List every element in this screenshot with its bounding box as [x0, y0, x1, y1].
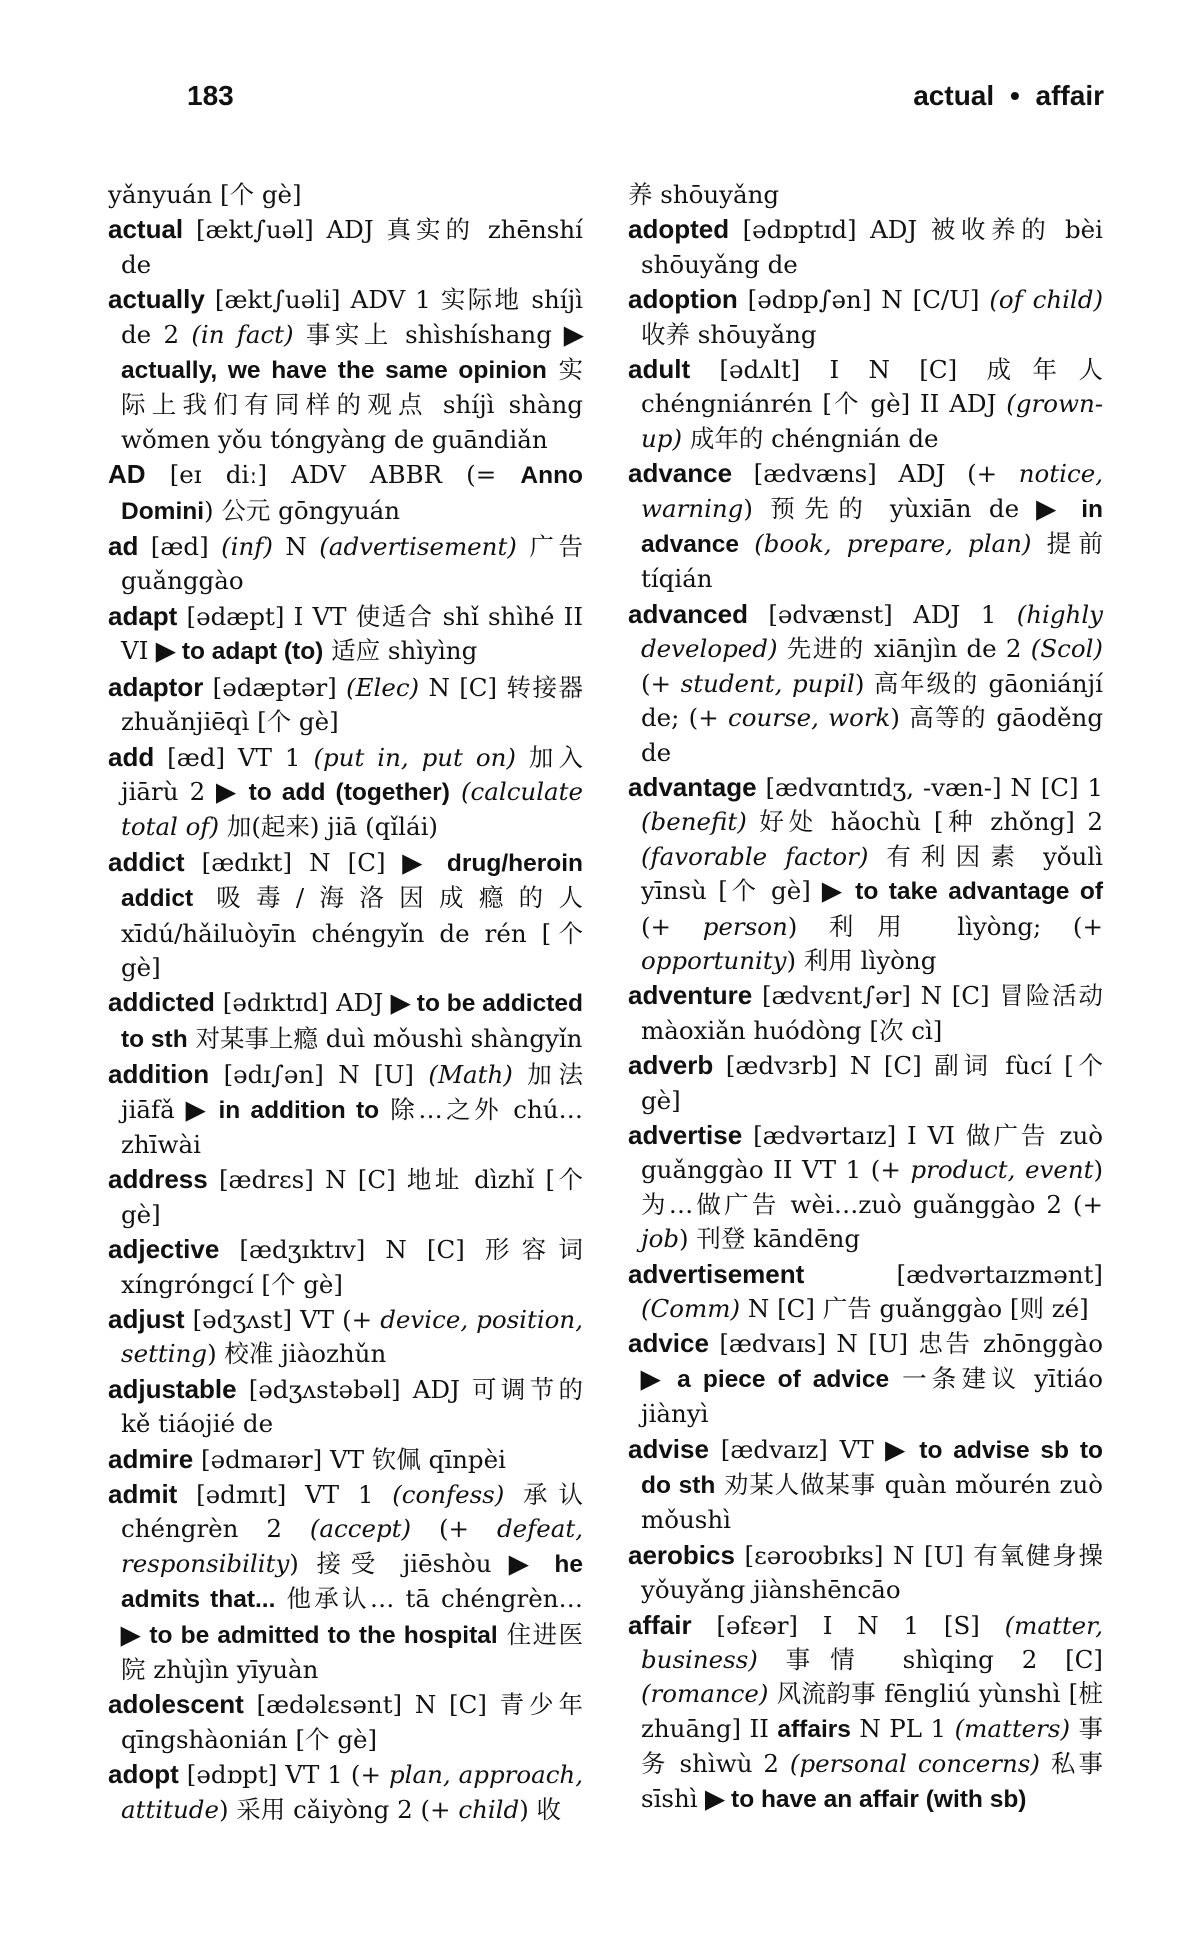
entry-text: 加法 jiāfǎ	[121, 1060, 583, 1124]
entry-text: ) 刊登 kāndēng	[679, 1224, 861, 1254]
entry-text: [ædvɜrb] N [C] 副词 fùcí [个 gè]	[641, 1051, 1103, 1115]
entry-text: 他承认… tā chéngrèn…	[275, 1584, 583, 1614]
entry-text: [ædvərtaɪzmənt]	[804, 1259, 1103, 1289]
dictionary-entry	[108, 1757, 583, 1827]
headword: advanced	[628, 598, 748, 629]
headword: adolescent	[108, 1689, 244, 1720]
entry-text: 除…之外 chú…zhīwài	[121, 1094, 583, 1159]
headword: adult	[628, 354, 691, 385]
headword: admire	[108, 1443, 194, 1474]
italic-gloss: (benefit)	[641, 807, 747, 837]
headword: advise	[628, 1433, 709, 1464]
dictionary-entry	[628, 1118, 1103, 1257]
dictionary-entry	[108, 845, 583, 986]
dictionary-entry	[628, 456, 1103, 597]
entry-text: [ədmɪt] VT 1	[177, 1480, 393, 1510]
entry-text: ) 采用 cǎiyòng 2 (+	[218, 1794, 459, 1824]
entry-text: (+	[641, 668, 681, 698]
italic-gloss: (Scol)	[1030, 634, 1103, 664]
entry-text: [ədɒp∫ən] N [C/U]	[737, 285, 990, 315]
italic-gloss: notice, warning	[641, 459, 1103, 523]
italic-gloss: (romance)	[641, 1679, 769, 1709]
italic-gloss: (inf)	[221, 532, 273, 562]
entry-text: ) 利用 lìyòng	[786, 945, 937, 975]
entry-text: [eɪ diː] ADV ABBR (=	[145, 460, 521, 490]
entry-text: [ædəlɛsənt] N [C] 青少年 qīngshàonián [个 gè]	[121, 1690, 583, 1754]
entry-text: [ədmaɪər] VT 钦佩 qīnpèi	[193, 1444, 506, 1474]
italic-gloss: defeat, responsibility	[121, 1514, 583, 1578]
headword: adaptor	[108, 671, 204, 702]
headword: advice	[628, 1328, 709, 1359]
dictionary-entry	[628, 978, 1103, 1048]
italic-gloss: (confess)	[392, 1480, 505, 1510]
headword: adjustable	[108, 1373, 237, 1404]
entry-text: 事务 shìwù 2	[641, 1713, 1103, 1779]
entry-text: N [C] 转接器 zhuǎnjiēqì [个 gè]	[121, 672, 583, 737]
example-phrase: ▶ a piece of advice	[641, 1365, 890, 1393]
headword: advantage	[628, 771, 757, 802]
entry-text: [æd]	[138, 532, 222, 562]
dictionary-entry	[628, 212, 1103, 282]
entry-text: 风流韵事 fēngliú yùnshì [桩 zhuāng] II	[641, 1679, 1103, 1743]
headword: adopted	[628, 214, 730, 245]
entry-text: 事实上 shìshíshang	[293, 319, 565, 349]
dictionary-entry	[108, 599, 583, 670]
entry-text: [ədʌlt] I N [C] 成年人 chéngniánrén [个 gè] II ADJ	[641, 355, 1103, 419]
entry-text: [ædvæns] ADJ (+	[732, 459, 1019, 489]
headword: addition	[108, 1059, 210, 1090]
entry-text: [ədɒptɪd] ADJ 被收养的 bèi shōuyǎng de	[641, 215, 1103, 279]
headword: ad	[108, 531, 139, 562]
entry-text: 提前 tíqián	[641, 529, 1103, 594]
entry-text: ) 利用 lìyòng; (+	[787, 911, 1103, 941]
guide-word-first: actual	[913, 80, 995, 111]
entry-text: 收养 shōuyǎng	[641, 319, 817, 349]
italic-gloss: (put in, put on)	[313, 742, 516, 772]
entry-text: ) 公元 gōngyuán	[204, 495, 401, 525]
dictionary-entry	[108, 670, 583, 740]
dictionary-entry	[628, 770, 1103, 978]
italic-gloss: (in fact)	[191, 319, 294, 349]
example-phrase: ▶ to adapt (to)	[156, 638, 324, 666]
dictionary-entry	[628, 597, 1103, 770]
italic-gloss: student, pupil	[680, 668, 855, 698]
entry-text: 好处 hǎochù [种 zhǒng] 2	[746, 807, 1103, 837]
dictionary-entry	[108, 529, 583, 599]
example-phrase: ▶ to be addicted to sth	[121, 990, 583, 1053]
dictionary-entry	[628, 282, 1103, 352]
italic-gloss: (matter, business)	[641, 1610, 1103, 1675]
headword: advertisement	[628, 1258, 805, 1289]
entry-text: [ædvərtaɪz] I VI 做广告 zuò guǎnggào II VT 1 (+	[641, 1120, 1103, 1185]
example-phrase: ▶ in advance	[641, 495, 1104, 559]
entry-text: [ədæpt] I VT 使适合 shǐ shìhé II VI	[121, 601, 583, 666]
entry-text: [ədæptər]	[203, 672, 347, 702]
entry-text	[450, 777, 461, 806]
example-phrase: affairs	[777, 1715, 851, 1743]
italic-gloss: (Elec)	[346, 672, 420, 702]
entry-text: [ədɒpt] VT 1 (+	[178, 1760, 389, 1790]
entry-text: N [C] 广告 guǎnggào [则 zé]	[740, 1294, 1089, 1323]
entry-text: (+	[641, 911, 703, 941]
left-column	[108, 178, 583, 1827]
headword: admit	[108, 1479, 178, 1510]
entry-text: ) 收	[519, 1794, 562, 1824]
dictionary-entry	[628, 1257, 1103, 1327]
italic-gloss: (personal concerns)	[789, 1749, 1040, 1779]
dictionary-entry	[108, 1302, 583, 1372]
italic-gloss: (accept)	[309, 1514, 412, 1544]
dictionary-entry	[108, 1477, 583, 1687]
headword: adverb	[628, 1050, 714, 1081]
entry-text: 先进的 xiānjìn de 2	[777, 634, 1031, 664]
italic-gloss: person	[702, 911, 788, 941]
dictionary-entry	[108, 282, 583, 457]
dictionary-entry	[628, 1538, 1103, 1608]
dictionary-entry	[628, 1048, 1103, 1118]
dictionary-entry	[108, 740, 583, 845]
entry-text	[739, 529, 754, 558]
headword: aerobics	[628, 1539, 735, 1570]
entry-text: 住进医院 zhùjìn yīyuàn	[121, 1619, 583, 1685]
entry-text: 适应 shìyìng	[323, 636, 478, 666]
headword: add	[108, 741, 155, 772]
headword: advertise	[628, 1119, 743, 1150]
entry-text: [ədɪktɪd] ADJ	[214, 988, 391, 1018]
italic-gloss: opportunity	[641, 945, 787, 975]
entry-text: [ædvaɪs] N [U] 忠告 zhōnggào	[708, 1329, 1103, 1359]
entry-text: 加入 jiārù 2	[121, 742, 584, 806]
italic-gloss: plan, approach, attitude	[121, 1760, 583, 1824]
guide-word-last: affair	[1035, 80, 1104, 111]
italic-gloss: device, position, setting	[121, 1305, 583, 1369]
italic-gloss: (grown-up)	[641, 389, 1103, 453]
entry-text: [æd] VT 1	[154, 742, 314, 772]
entry-text: 吸毒/海洛因成瘾的人 xīdú/hǎiluòyīn chéngyǐn de rén [个 gè]	[121, 883, 583, 982]
dictionary-entry	[108, 1687, 583, 1757]
entry-text: ) 预先的 yùxiān de	[743, 493, 1037, 523]
entry-text: [ədʒʌst] VT (+	[184, 1305, 381, 1334]
italic-gloss: (matters)	[954, 1713, 1071, 1743]
italic-gloss: (favorable factor)	[641, 841, 869, 871]
dictionary-entry	[108, 1057, 583, 1162]
headword: adventure	[628, 980, 753, 1011]
entry-text: ) 接受 jiēshòu	[289, 1548, 510, 1578]
entry-text: [ædvaɪz] VT	[708, 1434, 886, 1464]
entry-text: [ədvænst] ADJ 1	[747, 599, 1017, 629]
headword: adopt	[108, 1759, 179, 1790]
example-phrase: ▶ to add (together)	[216, 778, 450, 806]
entry-text: N	[272, 532, 320, 562]
headword: adjective	[108, 1234, 220, 1265]
entry-text: ) 高年级的 gāoniánjí de; (+	[641, 668, 1104, 733]
italic-gloss: (Comm)	[641, 1294, 741, 1323]
italic-gloss: (Math)	[428, 1060, 513, 1090]
entry-text: N PL 1	[850, 1713, 955, 1743]
entry-text: [ədɪ∫ən] N [U]	[209, 1060, 429, 1090]
headword: adapt	[108, 600, 178, 631]
entry-text: yǎnyuán [个 gè]	[108, 180, 302, 209]
italic-gloss: child	[458, 1794, 520, 1824]
example-phrase: ▶ to have an affair (with sb)	[705, 1785, 1027, 1813]
example-phrase: ▶ in addition to	[185, 1096, 380, 1124]
dictionary-entry	[108, 1232, 583, 1302]
example-phrase: ▶ drug/heroin addict	[121, 849, 583, 913]
page-number: 183	[187, 80, 234, 111]
dictionary-entry	[108, 985, 583, 1057]
entry-text: 事情 shìqing 2 [C]	[757, 1645, 1103, 1675]
italic-gloss: (advertisement)	[319, 532, 517, 562]
headword: addict	[108, 846, 185, 877]
example-phrase: ▶ actually, we have the same opinion	[121, 321, 583, 385]
headword: AD	[108, 459, 146, 490]
headword: address	[108, 1164, 208, 1195]
headword: adoption	[628, 284, 738, 315]
example-phrase: ▶ to be admitted to the hospital	[121, 1621, 498, 1649]
entry-text: [ækt∫uəli] ADV 1 实际地 shíjì de 2	[121, 285, 583, 349]
entry-text: [ædɪkt] N [C]	[184, 847, 403, 877]
entry-text: 实际上我们有同样的观点 shíjì shàng wǒmen yǒu tóngyàng de guāndiǎn	[121, 355, 583, 454]
entry-text: 有利因素 yǒulì yīnsù [个 gè]	[641, 841, 1103, 906]
italic-gloss: (of child)	[989, 285, 1104, 315]
dictionary-entry	[108, 457, 583, 529]
dictionary-entry	[108, 178, 583, 212]
headword: adjust	[108, 1304, 185, 1334]
entry-text: 成年的 chéngnián de	[682, 423, 939, 453]
example-phrase: Anno Domini	[121, 462, 583, 525]
entry-text: [ɛəroʊbɪks] N [U] 有氧健身操 yǒuyǎng jiànshēncāo	[641, 1540, 1103, 1605]
dictionary-entry	[628, 352, 1103, 456]
entry-text: 劝某人做某事 quàn mǒurén zuò mǒushì	[641, 1470, 1103, 1535]
entry-text: 对某事上瘾 duì mǒushì shàngyǐn	[187, 1023, 583, 1053]
dictionary-entry	[108, 1372, 583, 1442]
running-head	[913, 80, 1104, 112]
entry-text: 养 shōuyǎng	[628, 180, 780, 209]
entry-text: 加(起来) jiā (qǐlái)	[219, 812, 438, 842]
italic-gloss: course, work	[728, 703, 891, 733]
dictionary-entry	[628, 1608, 1103, 1817]
entry-text: 私事 sīshì	[641, 1749, 1103, 1813]
entry-text: 广告 guǎnggào	[121, 532, 584, 596]
headword: advance	[628, 458, 733, 489]
headword: actually	[108, 284, 205, 315]
dictionary-entry	[108, 212, 583, 282]
guide-bullet: •	[1009, 80, 1020, 111]
example-phrase: ▶ to advise sb to do sth	[641, 1436, 1104, 1500]
entry-text: ) 为…做广告 wèi…zuò guǎnggào 2 (+	[641, 1155, 1104, 1219]
entry-text: [ædrɛs] N [C] 地址 dìzhǐ [个 gè]	[121, 1165, 583, 1229]
example-phrase: ▶ he admits that...	[121, 1550, 583, 1614]
italic-gloss: (book, prepare, plan)	[754, 529, 1032, 559]
entry-text: ) 校准 jiàozhǔn	[207, 1339, 387, 1369]
italic-gloss: (calculate total of)	[121, 776, 583, 842]
italic-gloss: product, event	[910, 1155, 1094, 1185]
entry-text: [ædʒɪktɪv] N [C] 形容词 xíngróngcí [个 gè]	[121, 1235, 583, 1299]
italic-gloss: (highly developed)	[641, 599, 1103, 664]
entry-text: ) 高等的 gāoděng de	[641, 703, 1104, 767]
dictionary-entry	[108, 1442, 583, 1477]
entry-text: [əfɛər] I N 1 [S]	[691, 1610, 1005, 1640]
entry-text: 承认 chéngrèn 2	[121, 1480, 583, 1544]
dictionary-entry	[628, 1326, 1103, 1431]
italic-gloss: job	[641, 1224, 680, 1254]
dictionary-entry	[108, 1162, 583, 1232]
entry-text: [ədʒʌstəbəl] ADJ 可调节的 kě tiáojié de	[121, 1374, 583, 1439]
headword: addicted	[108, 987, 215, 1018]
headword: actual	[108, 214, 184, 245]
dictionary-entry	[628, 178, 1103, 212]
entry-text: (+	[411, 1514, 497, 1544]
entry-text: [ækt∫uəl] ADJ 真实的 zhēnshí de	[121, 215, 583, 279]
entry-text: 一条建议 yītiáo jiànyì	[641, 1363, 1103, 1429]
example-phrase: ▶ to take advantage of	[822, 878, 1103, 906]
headword: affair	[628, 1609, 692, 1640]
entry-text: [ædvɛnt∫ər] N [C] 冒险活动 màoxiǎn huódòng [次 cì]	[641, 981, 1103, 1045]
entry-text: [ædvɑntɪdʒ, -væn-] N [C] 1	[756, 772, 1103, 802]
dictionary-entry	[628, 1432, 1103, 1538]
right-column	[628, 178, 1103, 1817]
